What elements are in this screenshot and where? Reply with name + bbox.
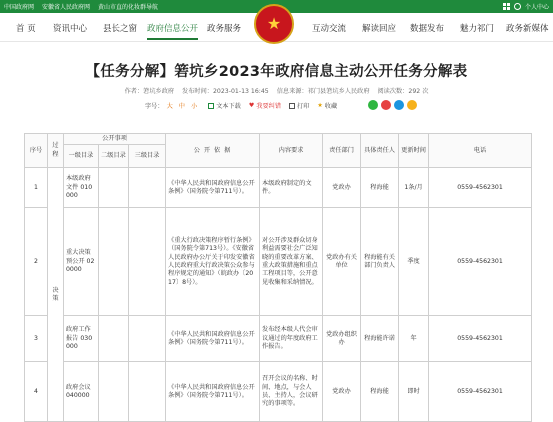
cell-level3 — [129, 362, 166, 422]
cell-level1: 政府工作报告 030000 — [64, 316, 99, 362]
task-table — [24, 133, 532, 422]
cell-person: 程海能许诺 — [361, 316, 399, 362]
main-nav — [0, 13, 553, 42]
nav-interaction[interactable]: 互动交流 — [312, 24, 347, 34]
header-seq: 序号 — [25, 134, 48, 168]
cell-basis: 《中华人民共和国政府信息公开条例》（国务院令第711号）。 — [166, 316, 260, 362]
cell-phone: 0559-4562301 — [429, 208, 532, 316]
font-size-medium[interactable]: 中 — [178, 103, 185, 110]
national-emblem-logo: ★ — [254, 4, 294, 44]
cell-content: 发布经本级人代会审议通过的年度政府工作报告。 — [260, 316, 323, 362]
cell-basis: 《重大行政决策程序暂行条例》（国务院令第713号）。《安徽省人民政府办公厅关于印发安徽省人民政府重大行政决策公众参与程序规定的通知》（皖政办〔2017〕8号）。 — [166, 208, 260, 316]
cell-seq: 3 — [25, 316, 48, 362]
cell-level2 — [99, 316, 129, 362]
table-row — [25, 208, 532, 316]
cell-seq: 4 — [25, 362, 48, 422]
cell-person: 程海能 — [361, 362, 399, 422]
cell-level3 — [129, 168, 166, 208]
header-update: 更新时间 — [399, 134, 429, 168]
cell-person: 程海能有关部门负责人 — [361, 208, 399, 316]
cell-content: 本级政府制定的文件。 — [260, 168, 323, 208]
qq-icon[interactable] — [394, 100, 404, 110]
cell-update: 1条/月 — [399, 168, 429, 208]
nav-news[interactable]: 资讯中心 — [53, 24, 88, 34]
cell-content: 召开会议的名称、时间、地点，与会人员、主持人，会议研究的事项等。 — [260, 362, 323, 422]
nav-home[interactable]: 首 页 — [16, 24, 36, 34]
cell-process: 决策 — [48, 168, 64, 422]
cell-level2 — [99, 208, 129, 316]
cell-dept: 党政办 — [323, 168, 361, 208]
cell-dept: 党政办组织办 — [323, 316, 361, 362]
weibo-icon[interactable] — [381, 100, 391, 110]
top-link-huangshan[interactable]: 黄山市直的化妆群导航 — [98, 4, 159, 11]
article-toolbar — [145, 101, 337, 110]
meta-author: 作者：箬坑乡政府 — [124, 88, 175, 95]
heart-icon: ♥ — [248, 101, 255, 109]
user-icon[interactable] — [514, 3, 521, 10]
table-row — [25, 168, 532, 208]
top-link-gov-cn[interactable]: 中国政府网 — [4, 4, 35, 11]
cell-level3 — [129, 208, 166, 316]
header-basis: 公 开 依 据 — [166, 134, 260, 168]
cell-level2 — [99, 168, 129, 208]
header-phone: 电话 — [429, 134, 532, 168]
page-title: 【任务分解】箬坑乡2023年政府信息主动公开任务分解表 — [85, 64, 468, 80]
top-link-anhui[interactable]: 安徽省人民政府网 — [42, 4, 91, 11]
cell-level1: 本级政府文件 010000 — [64, 168, 99, 208]
table-row — [25, 362, 532, 422]
wechat-icon[interactable] — [368, 100, 378, 110]
font-size-label: 字号： — [145, 103, 164, 110]
qzone-icon[interactable] — [407, 100, 417, 110]
article-meta — [0, 86, 553, 95]
cell-dept: 党政办有关单位 — [323, 208, 361, 316]
header-level3: 三级目录 — [129, 145, 166, 168]
cell-phone: 0559-4562301 — [429, 168, 532, 208]
header-person: 具体责任人 — [361, 134, 399, 168]
cell-update: 即时 — [399, 362, 429, 422]
meta-source: 信息来源：祁门县箬坑乡人民政府 — [276, 88, 370, 95]
personal-center-link[interactable]: 个人中心 — [524, 4, 549, 11]
header-content: 内容要求 — [260, 134, 323, 168]
cell-person: 程海能 — [361, 168, 399, 208]
cell-basis: 《中华人民共和国政府信息公开条例》（国务院令第711号）。 — [166, 362, 260, 422]
cell-level1: 政府会议 040000 — [64, 362, 99, 422]
download-text-button[interactable]: 文本下载 — [208, 101, 241, 110]
nav-gov-info[interactable]: 政府信息公开 — [147, 24, 199, 34]
meta-views: 阅读次数：292 次 — [377, 88, 429, 95]
cell-dept: 党政办 — [323, 362, 361, 422]
nav-gov-service[interactable]: 政务服务 — [207, 24, 242, 34]
star-icon: ★ — [317, 101, 323, 109]
nav-county-head[interactable]: 县长之窗 — [103, 24, 138, 34]
cell-seq: 2 — [25, 208, 48, 316]
header-process: 过程 — [48, 134, 64, 168]
grid-icon[interactable] — [503, 3, 510, 10]
nav-interpretation[interactable]: 解读回应 — [362, 24, 397, 34]
nav-qimen[interactable]: 魅力祁门 — [460, 24, 495, 34]
print-button[interactable]: 打印 — [289, 101, 309, 110]
font-size-large[interactable]: 大 — [166, 103, 173, 110]
cell-update: 季度 — [399, 208, 429, 316]
font-size-small[interactable]: 小 — [190, 103, 198, 110]
favorite-button[interactable]: ★ 收藏 — [317, 101, 338, 110]
share-buttons — [368, 100, 417, 110]
document-icon — [208, 103, 214, 109]
cell-content: 对公开涉及群众切身利益需要社会广泛知晓的重要改革方案、重大政策措施和重点工程项目等，公开意见收集和采纳情况。 — [260, 208, 323, 316]
header-public-items: 公开事项 — [64, 134, 166, 145]
report-error-button[interactable]: ♥ 我要纠错 — [248, 101, 282, 110]
nav-new-media[interactable]: 政务新媒体 — [506, 24, 549, 34]
cell-basis: 《中华人民共和国政府信息公开条例》（国务院令第711号）。 — [166, 168, 260, 208]
meta-published: 发布时间：2023-01-13 16:45 — [182, 88, 269, 95]
cell-level1: 重大决策预公开 020000 — [64, 208, 99, 316]
cell-update: 年 — [399, 316, 429, 362]
header-level2: 二级目录 — [99, 145, 129, 168]
print-icon — [289, 103, 295, 109]
cell-phone: 0559-4562301 — [429, 362, 532, 422]
cell-phone: 0559-4562301 — [429, 316, 532, 362]
header-level1: 一级目录 — [64, 145, 99, 168]
cell-seq: 1 — [25, 168, 48, 208]
cell-level3 — [129, 316, 166, 362]
header-dept: 责任部门 — [323, 134, 361, 168]
table-row — [25, 316, 532, 362]
cell-level2 — [99, 362, 129, 422]
nav-data[interactable]: 数据发布 — [410, 24, 445, 34]
